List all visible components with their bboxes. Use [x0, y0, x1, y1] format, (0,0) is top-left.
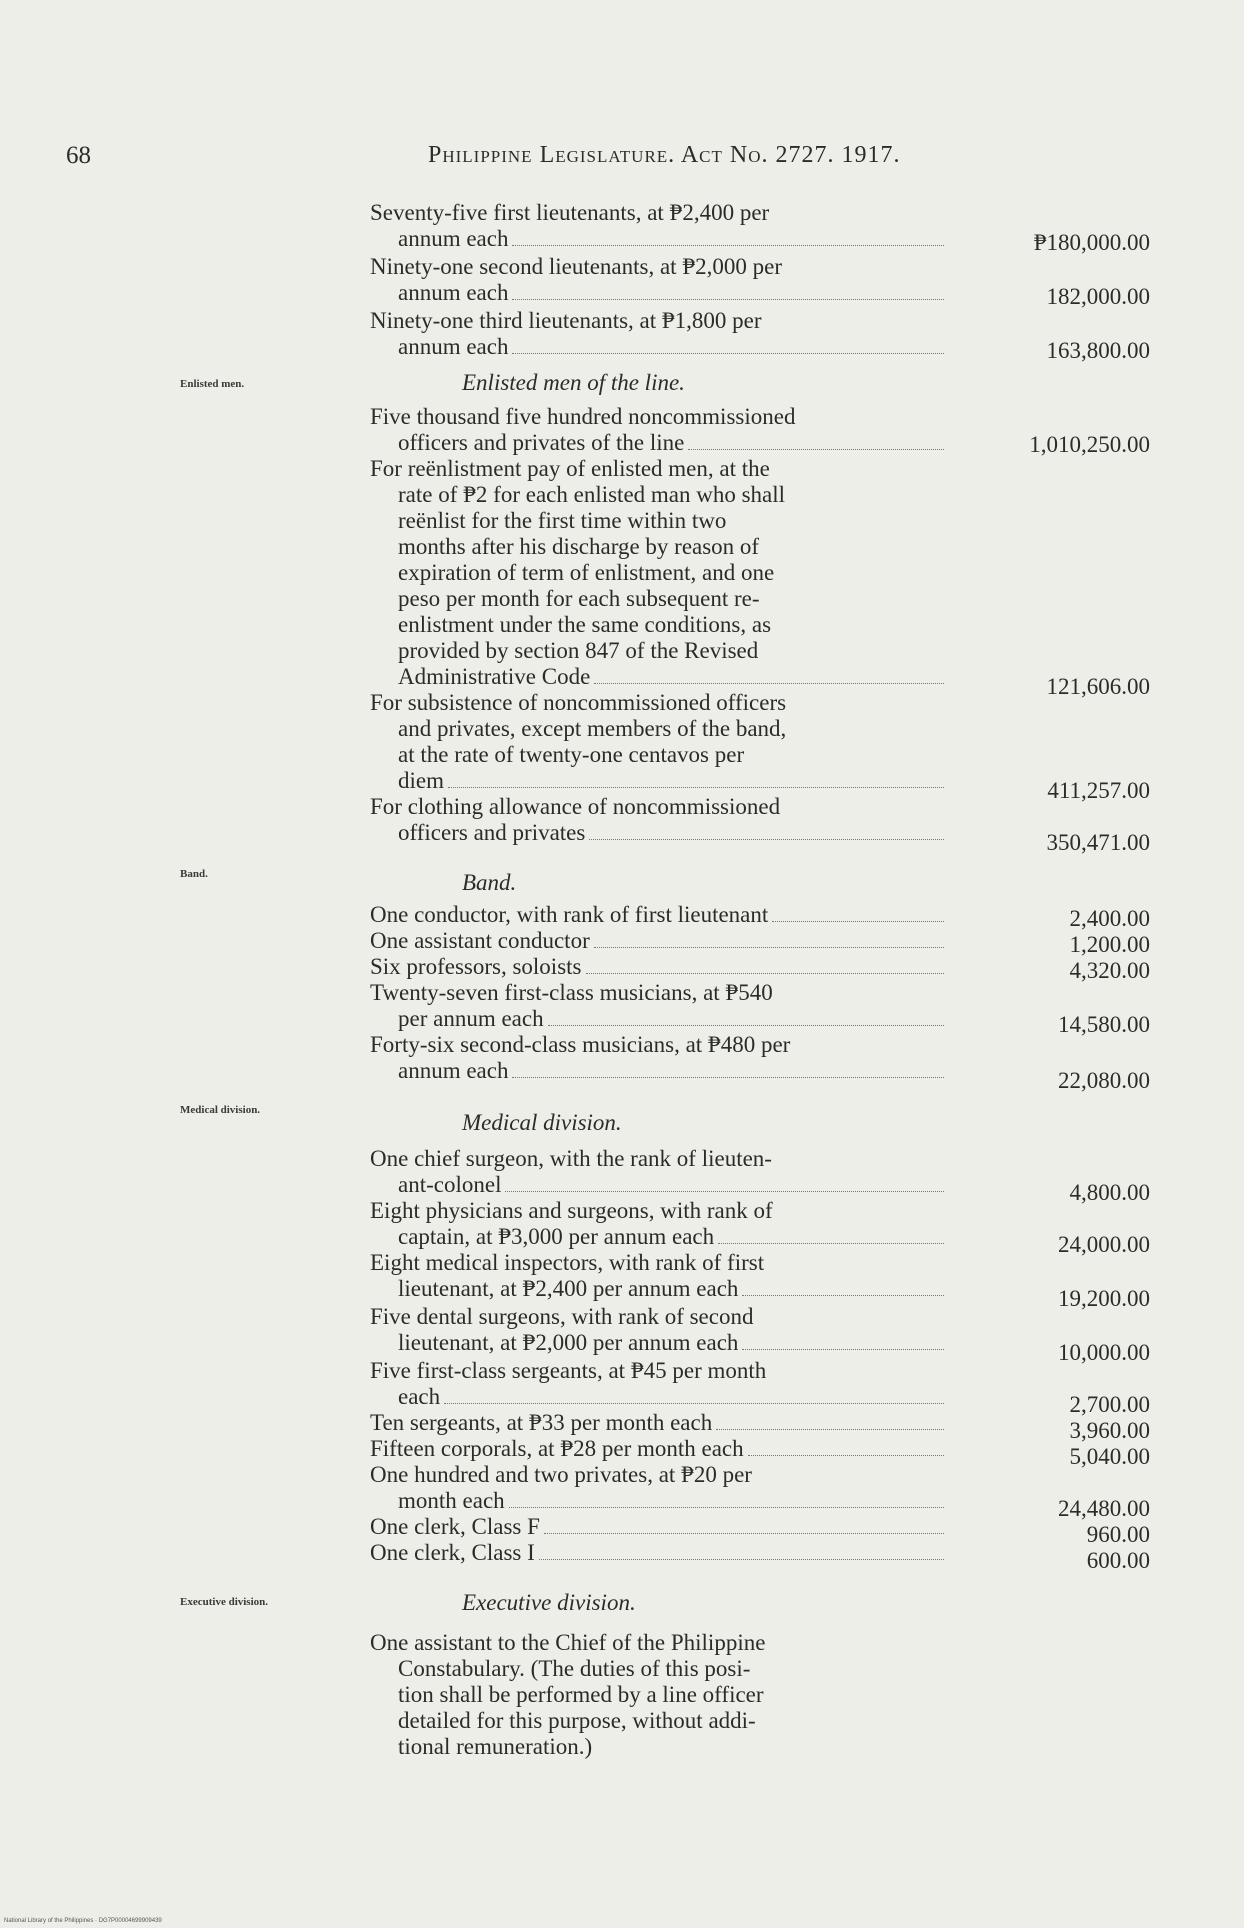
- text-line: lieutenant, at ₱2,400 per annum each: [398, 1276, 950, 1302]
- amount: 411,257.00: [1047, 778, 1150, 803]
- amount: 24,480.00: [1058, 1496, 1150, 1521]
- scan-credit: National Library of the Philippines · DG7P00004699909439: [4, 1918, 162, 1924]
- text-line: at the rate of twenty-one centavos per: [398, 742, 745, 767]
- text-line: months after his discharge by reason of: [398, 534, 760, 559]
- text-line: annum each: [398, 226, 950, 252]
- amount: 121,606.00: [1046, 674, 1150, 699]
- margin-note-executive: Executive division.: [180, 1596, 269, 1608]
- text-line: expiration of term of enlistment, and one: [398, 560, 775, 585]
- text-line: Five thousand five hundred noncommissioned: [370, 404, 796, 429]
- text-line: tional remuneration.): [398, 1734, 593, 1759]
- text-line: Ninety-one second lieutenants, at ₱2,000 per: [370, 254, 782, 279]
- text-line: month each: [398, 1488, 950, 1514]
- page-number: 68: [66, 142, 91, 169]
- text-line: Constabulary. (The duties of this posi-: [398, 1656, 751, 1681]
- text-line: peso per month for each subsequent re-: [398, 586, 760, 611]
- page-header: [0, 142, 1244, 182]
- amount: 24,000.00: [1058, 1232, 1150, 1257]
- text-line: annum each: [398, 1058, 950, 1084]
- section-heading-medical: Medical division.: [462, 1110, 622, 1135]
- amount: 19,200.00: [1058, 1286, 1150, 1311]
- text-line: One assistant to the Chief of the Philippine: [370, 1630, 766, 1655]
- margin-note-medical: Medical division.: [180, 1104, 261, 1116]
- section-heading-band: Band.: [462, 870, 517, 895]
- text-line: per annum each: [398, 1006, 950, 1032]
- margin-note-band: Band.: [180, 868, 208, 880]
- amount: 1,200.00: [1069, 932, 1150, 957]
- text-line: Five dental surgeons, with rank of second: [370, 1304, 754, 1329]
- text-line: officers and privates of the line: [398, 430, 950, 456]
- amount: 163,800.00: [1046, 338, 1150, 363]
- text-line: One clerk, Class F: [370, 1514, 950, 1540]
- margin-note-enlisted: Enlisted men.: [180, 378, 245, 390]
- text-line: each: [398, 1384, 950, 1410]
- text-line: Administrative Code: [398, 664, 950, 690]
- amount: 10,000.00: [1058, 1340, 1150, 1365]
- text-line: One hundred and two privates, at ₱20 per: [370, 1462, 752, 1487]
- amount: 22,080.00: [1058, 1068, 1150, 1093]
- text-line: officers and privates: [398, 820, 950, 846]
- text-line: enlistment under the same conditions, as: [398, 612, 772, 637]
- text-line: One clerk, Class I: [370, 1540, 950, 1566]
- text-line: Six professors, soloists: [370, 954, 950, 980]
- text-line: One assistant conductor: [370, 928, 950, 954]
- text-line: detailed for this purpose, without addi-: [398, 1708, 756, 1733]
- amount: 2,400.00: [1069, 906, 1150, 931]
- section-heading-enlisted: Enlisted men of the line.: [462, 370, 685, 395]
- text-line: Eight medical inspectors, with rank of first: [370, 1250, 765, 1275]
- text-line: Twenty-seven first-class musicians, at ₱540: [370, 980, 773, 1005]
- section-heading-executive: Executive division.: [462, 1590, 636, 1615]
- text-line: Seventy-five first lieutenants, at ₱2,400 per: [370, 200, 770, 225]
- text-line: Forty-six second-class musicians, at ₱480 per: [370, 1032, 791, 1057]
- amount: 5,040.00: [1069, 1444, 1150, 1469]
- text-line: For subsistence of noncommissioned officers: [370, 690, 787, 715]
- text-line: tion shall be performed by a line officer: [398, 1682, 764, 1707]
- text-line: One chief surgeon, with the rank of lieuten-: [370, 1146, 772, 1171]
- text-line: captain, at ₱3,000 per annum each: [398, 1224, 950, 1250]
- text-line: annum each: [398, 334, 950, 360]
- text-line: One conductor, with rank of first lieutenant: [370, 902, 950, 928]
- amount: 3,960.00: [1069, 1418, 1150, 1443]
- amount: 350,471.00: [1046, 830, 1150, 855]
- amount: 600.00: [1086, 1548, 1150, 1573]
- text-line: annum each: [398, 280, 950, 306]
- amount: 2,700.00: [1069, 1392, 1150, 1417]
- text-line: rate of ₱2 for each enlisted man who shall: [398, 482, 786, 507]
- amount: 4,800.00: [1069, 1180, 1150, 1205]
- text-line: lieutenant, at ₱2,000 per annum each: [398, 1330, 950, 1356]
- text-line: and privates, except members of the band,: [398, 716, 787, 741]
- amount: ₱180,000.00: [1033, 230, 1150, 255]
- amount: 1,010,250.00: [1029, 432, 1150, 457]
- text-line: Five first-class sergeants, at ₱45 per month: [370, 1358, 767, 1383]
- amount: 182,000.00: [1046, 284, 1150, 309]
- amount: 960.00: [1086, 1522, 1150, 1547]
- text-line: For clothing allowance of noncommissioned: [370, 794, 781, 819]
- text-line: Fifteen corporals, at ₱28 per month each: [370, 1436, 950, 1462]
- amount: 4,320.00: [1069, 958, 1150, 983]
- text-line: Ninety-one third lieutenants, at ₱1,800 per: [370, 308, 762, 333]
- text-line: Eight physicians and surgeons, with rank of: [370, 1198, 773, 1223]
- text-line: ant-colonel: [398, 1172, 950, 1198]
- running-head: Philippine Legislature. Act No. 2727. 1917.: [428, 142, 901, 168]
- text-line: For reënlistment pay of enlisted men, at the: [370, 456, 770, 481]
- text-line: diem: [398, 768, 950, 794]
- amount: 14,580.00: [1058, 1012, 1150, 1037]
- text-line: Ten sergeants, at ₱33 per month each: [370, 1410, 950, 1436]
- text-line: provided by section 847 of the Revised: [398, 638, 759, 663]
- text-line: reënlist for the first time within two: [398, 508, 727, 533]
